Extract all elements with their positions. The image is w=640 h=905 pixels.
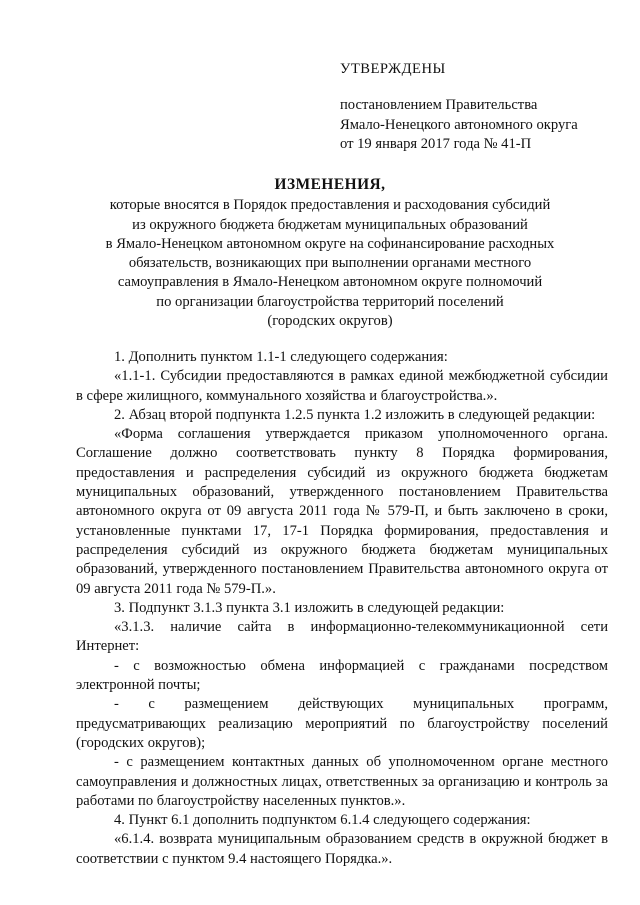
approval-date: от 19 января 2017 года № 41-П	[340, 135, 532, 152]
paragraph: 1. Дополнить пунктом 1.1-1 следующего содержания:	[114, 349, 448, 365]
heading-line: по организации благоустройства территорий поселений	[156, 293, 504, 310]
list-item: - с размещением действующих муниципальных программ, предусматривающих реализацию мероприятий по благоустройству поселений (городских округов);	[76, 696, 608, 751]
paragraph: «6.1.4. возврата муниципальным образованием средств в окружной бюджет в соответствии с пунктом 9.4 настоящего Порядка.».	[76, 831, 608, 867]
heading-line: самоуправления в Ямало-Ненецком автономном округе полномочий	[117, 274, 543, 291]
paragraph: 2. Абзац второй подпункта 1.2.5 пункта 1.2 изложить в следующей редакции:	[114, 406, 596, 423]
heading-line: из окружного бюджета бюджетам муниципальных образований	[132, 216, 528, 233]
approval-title: УТВЕРЖДЕНЫ	[340, 61, 446, 77]
heading-line: обязательств, возникающих при выполнении органами местного	[128, 255, 532, 272]
paragraph: 3. Подпункт 3.1.3 пункта 3.1 изложить в следующей редакции:	[114, 599, 505, 616]
list-item: - с возможностью обмена информацией с гражданами посредством электронной почты;	[76, 657, 608, 694]
approval-line: Ямало-Ненецкого автономного округа	[340, 116, 578, 133]
approval-line: постановлением Правительства	[340, 97, 538, 114]
heading-line: в Ямало-Ненецком автономном округе на софинансирование расходных	[105, 235, 555, 252]
document-title: ИЗМЕНЕНИЯ,	[274, 176, 386, 193]
document-body	[76, 348, 608, 869]
paragraph: «1.1-1. Субсидии предоставляются в рамках единой межбюджетной субсидии в сфере жилищного, коммунального хозяйства и благоустройства.».	[76, 368, 608, 404]
list-item: - с размещением контактных данных об уполномоченном органе местного самоуправления и должностных лицах, ответственных за организацию и контроль за работами по благоустройству населенных пунктов.».	[76, 754, 608, 809]
heading-line: (городских округов)	[267, 313, 393, 330]
approval-stamp	[340, 60, 620, 154]
paragraph: «Форма соглашения утверждается приказом уполномоченного органа. Соглашение должно соответствовать пункту 8 Порядка формирования, предоставления и распределения субсидий из окружного бюджета бюджетам муниципальных образований, утвержденного постановлением Правительства автономного округа от 09 августа 2011 года № 579-П, и быть заключено в сроки, установленные пунктами 17, 17-1 Порядка формирования, предоставления и распределения субсидий из окружного бюджета бюджетам муниципальных образований, утвержденного постановлением Правительства автономного округа от 09 августа 2011 года № 579-П.».	[76, 426, 608, 597]
paragraph: «3.1.3. наличие сайта в информационно-телекоммуникационной сети Интернет:	[76, 619, 608, 655]
paragraph: 4. Пункт 6.1 дополнить подпунктом 6.1.4 следующего содержания:	[114, 812, 531, 829]
heading-line: которые вносятся в Порядок предоставления и расходования субсидий	[109, 197, 551, 214]
document-heading	[70, 175, 590, 331]
